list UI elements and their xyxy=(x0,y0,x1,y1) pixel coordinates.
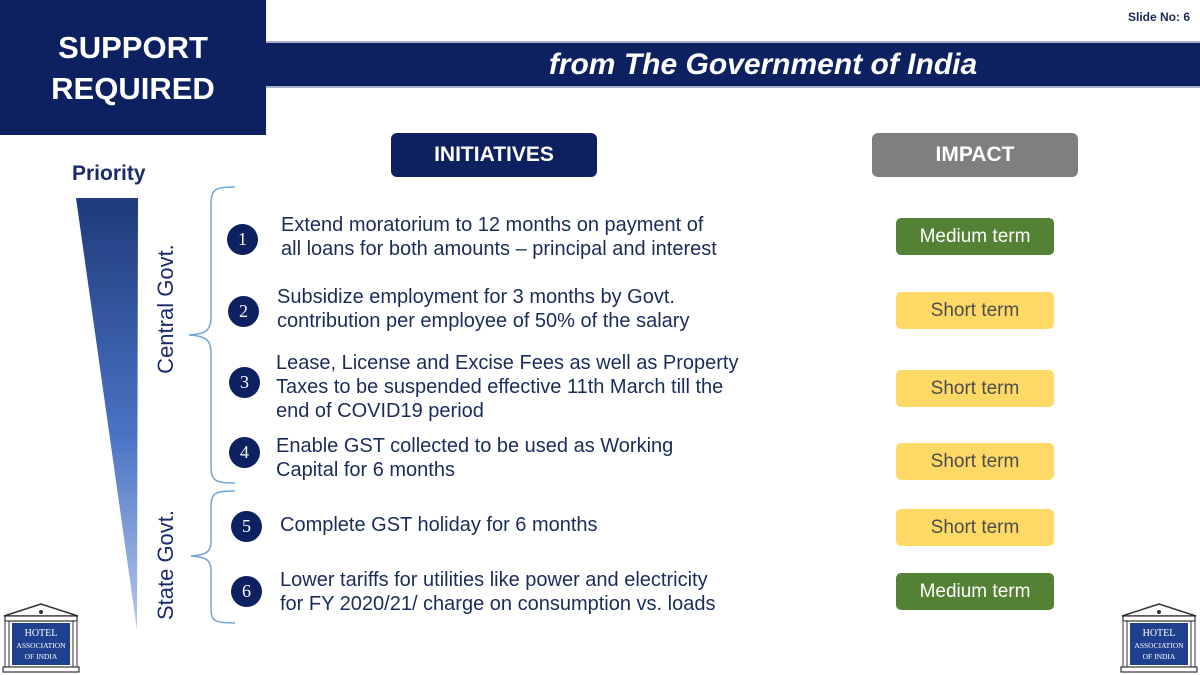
logo-left-line3: OF INDIA xyxy=(24,652,58,661)
item-2-line2: contribution per employee of 50% of the salary xyxy=(277,310,690,332)
impact-header xyxy=(872,133,1078,177)
item-1-line2: all loans for both amounts – principal and interest xyxy=(281,238,717,260)
initiatives-header xyxy=(391,133,597,177)
logo-right-line2: ASSOCIATION xyxy=(1134,641,1184,650)
item-4-line1: Enable GST collected to be used as Working xyxy=(276,435,674,457)
item-number-5: 5 xyxy=(231,511,262,542)
impact-header-label: IMPACT xyxy=(935,143,1015,166)
hotel-association-logo-left xyxy=(0,602,82,674)
logo-left-line1: HOTEL xyxy=(24,628,58,639)
initiatives-header-label: INITIATIVES xyxy=(434,143,554,166)
impact-badge-1: Medium term xyxy=(896,218,1054,255)
item-3-line2: Taxes to be suspended effective 11th March till the xyxy=(276,376,724,398)
impact-badge-4: Short term xyxy=(896,443,1054,480)
item-5-line1: Complete GST holiday for 6 months xyxy=(280,514,598,536)
item-3-line3: end of COVID19 period xyxy=(276,400,484,422)
item-number-1: 1 xyxy=(227,224,258,255)
slide-number: Slide No: 6 xyxy=(1127,10,1190,24)
impact-badge-6: Medium term xyxy=(896,573,1054,610)
impact-badge-3: Short term xyxy=(896,370,1054,407)
priority-triangle xyxy=(76,198,138,630)
logo-right-line1: HOTEL xyxy=(1142,628,1176,639)
header-text: from The Government of India xyxy=(548,47,978,81)
hotel-association-logo-right xyxy=(1118,602,1200,674)
state-govt-label: State Govt. xyxy=(153,509,178,621)
item-6-line1: Lower tariffs for utilities like power and electricity xyxy=(280,569,708,591)
central-govt-label: Central Govt. xyxy=(153,244,178,374)
item-text-3 xyxy=(276,351,776,423)
slide-title-line1: SUPPORT xyxy=(58,29,208,65)
item-text-5 xyxy=(280,513,780,537)
item-3-line1: Lease, License and Excise Fees as well as Property xyxy=(276,352,739,374)
item-text-6 xyxy=(280,568,780,616)
impact-badge-5: Short term xyxy=(896,509,1054,546)
item-text-2 xyxy=(277,285,777,333)
item-number-4: 4 xyxy=(229,437,260,468)
item-1-line1: Extend moratorium to 12 months on payment of xyxy=(281,214,704,236)
item-4-line2: Capital for 6 months xyxy=(276,459,455,481)
item-6-line2: for FY 2020/21/ charge on consumption vs. loads xyxy=(280,593,716,615)
item-text-1 xyxy=(281,213,781,261)
item-number-2: 2 xyxy=(228,296,259,327)
item-2-line1: Subsidize employment for 3 months by Govt. xyxy=(277,286,675,308)
item-number-3: 3 xyxy=(229,367,260,398)
logo-left-line2: ASSOCIATION xyxy=(16,641,66,650)
impact-badge-2: Short term xyxy=(896,292,1054,329)
item-number-6: 6 xyxy=(231,576,262,607)
slide-title-line2: REQUIRED xyxy=(51,70,215,106)
item-text-4 xyxy=(276,434,776,482)
slide-title xyxy=(0,0,266,135)
priority-label: Priority xyxy=(72,162,146,185)
logo-right-line3: OF INDIA xyxy=(1142,652,1176,661)
header-bar xyxy=(266,41,1200,88)
